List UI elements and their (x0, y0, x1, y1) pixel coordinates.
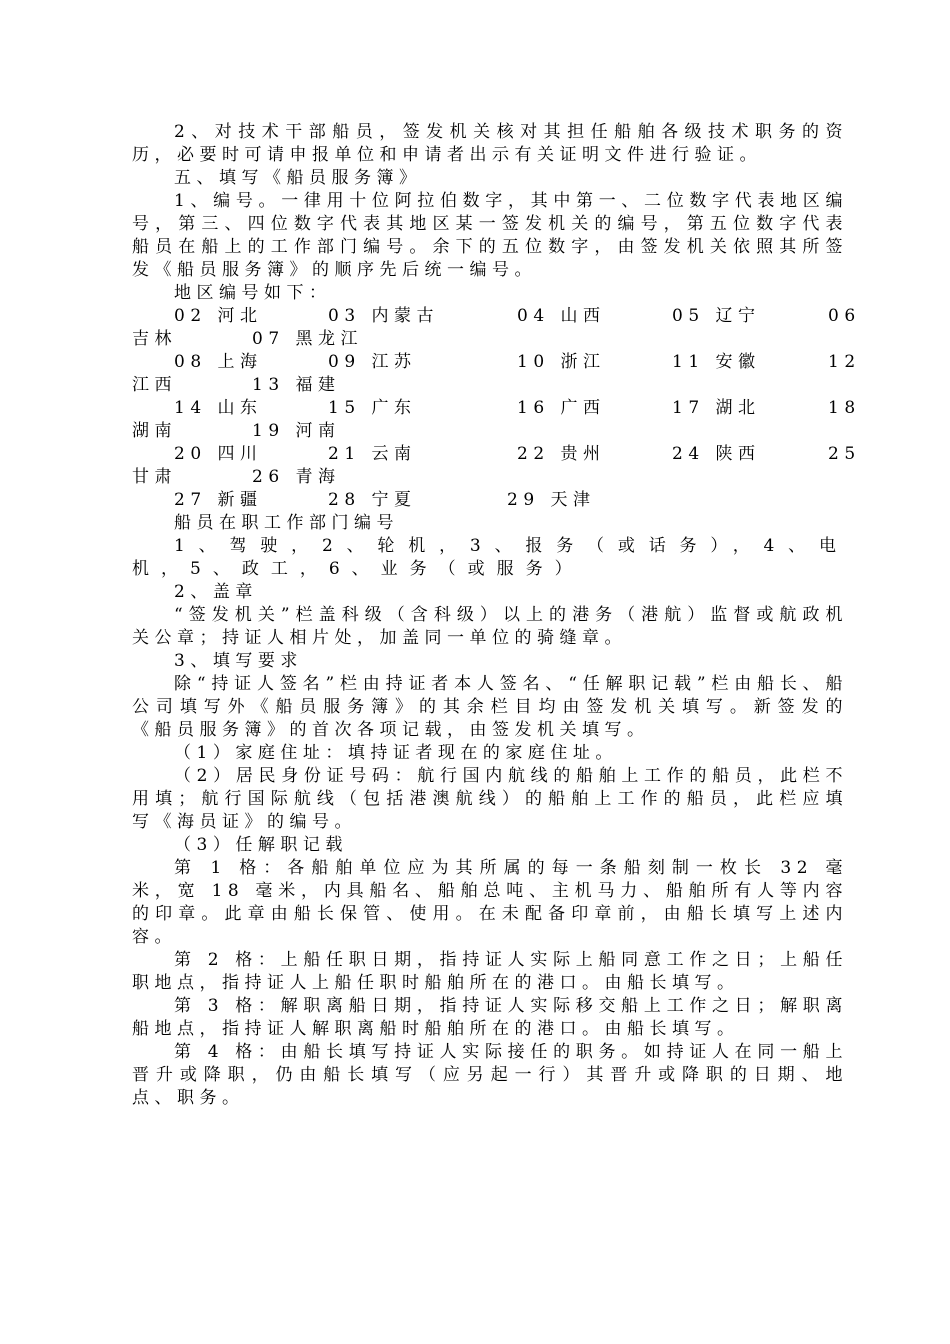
region-item: 07 黑龙江 (252, 329, 364, 349)
region-item: 29 天津 (507, 490, 596, 510)
region-item: 06 (828, 306, 861, 326)
region-item: 甘肃 (132, 467, 177, 487)
paragraph: 第 3 格：解职离船日期，指持证人实际移交船上工作之日；解职离船地点，指持证人解职离船时船舶所在的港口。由船长填写。 (132, 996, 848, 1039)
region-item: 10 浙江 (517, 352, 606, 372)
region-item: 22 贵州 (517, 444, 606, 464)
region-item: 26 青海 (252, 467, 341, 487)
region-row (132, 443, 861, 466)
region-item: 19 河南 (252, 421, 341, 441)
region-item: 27 新疆 (174, 490, 263, 510)
paragraph: 船员在职工作部门编号 (174, 513, 399, 533)
region-item: 吉林 (132, 329, 177, 349)
region-item: 02 河北 (174, 306, 263, 326)
region-code-table (132, 305, 861, 512)
region-row (132, 328, 848, 351)
region-item: 04 山西 (517, 306, 606, 326)
document-body (132, 121, 861, 1110)
region-item: 13 福建 (252, 375, 341, 395)
region-item: 14 山东 (174, 398, 263, 418)
region-row (132, 397, 861, 420)
region-item: 09 江苏 (328, 352, 417, 372)
region-item: 28 宁夏 (328, 490, 417, 510)
region-item: 17 湖北 (672, 398, 761, 418)
region-item: 05 辽宁 (672, 306, 761, 326)
region-item: 03 内蒙古 (328, 306, 440, 326)
paragraph: （3）任解职记载 (174, 835, 348, 855)
region-item: 24 陕西 (672, 444, 761, 464)
region-row (132, 374, 848, 397)
section-heading: 五、填写《船员服务簿》 (174, 168, 422, 188)
region-item: 15 广东 (328, 398, 417, 418)
paragraph: 2、盖章 (174, 582, 258, 602)
paragraph: 第 2 格：上船任职日期，指持证人实际上船同意工作之日；上船任职地点，指持证人上船任职时船舶所在的港口。由船长填写。 (132, 950, 848, 993)
region-item: 18 (828, 398, 861, 418)
paragraph: 除“持证人签名”栏由持证者本人签名、“任解职记载”栏由船长、船公司填写外《船员服务簿》的其余栏目均由签发机关填写。新签发的《船员服务簿》的首次各项记载，由签发机关填写。 (132, 674, 848, 740)
paragraph: 地区编号如下： (174, 283, 332, 303)
paragraph: 1、驾驶，2、轮机，3、报务（或话务），4、电机，5、政工，6、业务（或服务） (132, 536, 848, 579)
region-row (132, 489, 848, 512)
paragraph: 3、填写要求 (174, 651, 303, 671)
paragraph: （2）居民身份证号码：航行国内航线的船舶上工作的船员，此栏不用填；航行国际航线（包括港澳航线）的船舶上工作的船员，此栏应填写《海员证》的编号。 (132, 766, 848, 832)
region-item: 16 广西 (517, 398, 606, 418)
paragraph: 1、编号。一律用十位阿拉伯数字，其中第一、二位数字代表地区编号，第三、四位数字代表其地区某一签发机关的编号，第五位数字代表船员在船上的工作部门编号。余下的五位数字，由签发机关依照其所签发《船员服务簿》的顺序先后统一编号。 (132, 191, 848, 280)
paragraph: 第 1 格：各船舶单位应为其所属的每一条船刻制一枚长 32 毫米，宽 18 毫米，内具船名、船舶总吨、主机马力、船舶所有人等内容的印章。此章由船长保管、使用。在未配备印章前，由船长填写上述内容。 (132, 858, 848, 947)
region-row (132, 305, 861, 328)
region-row (132, 466, 848, 489)
region-item: 25 (828, 444, 861, 464)
paragraph: 第 4 格：由船长填写持证人实际接任的职务。如持证人在同一船上晋升或降职，仍由船长填写（应另起一行）其晋升或降职的日期、地点、职务。 (132, 1042, 848, 1108)
paragraph: “签发机关”栏盖科级（含科级）以上的港务（港航）监督或航政机关公章；持证人相片处，加盖同一单位的骑缝章。 (132, 605, 848, 648)
paragraph: （1）家庭住址：填持证者现在的家庭住址。 (174, 743, 618, 763)
region-item: 11 安徽 (672, 352, 761, 372)
region-item: 12 (828, 352, 861, 372)
region-item: 08 上海 (174, 352, 263, 372)
region-item: 21 云南 (328, 444, 417, 464)
region-row (132, 420, 848, 443)
region-item: 20 四川 (174, 444, 263, 464)
region-row (132, 351, 861, 374)
paragraph: 2、对技术干部船员，签发机关核对其担任船舶各级技术职务的资历，必要时可请申报单位和申请者出示有关证明文件进行验证。 (132, 122, 848, 165)
region-item: 江西 (132, 375, 177, 395)
region-item: 湖南 (132, 421, 177, 441)
